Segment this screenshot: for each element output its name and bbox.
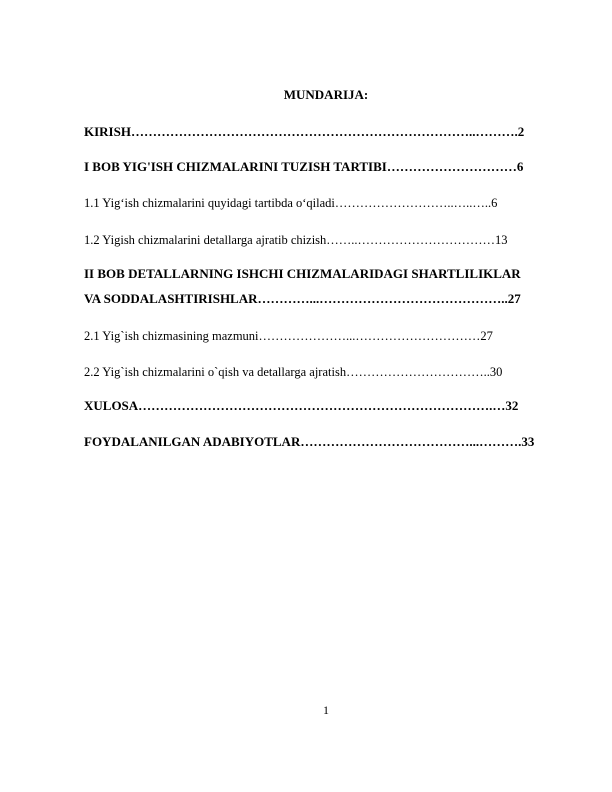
toc-entry-section-1-2: 1.2 Yigish chizmalarini detallarga ajratib chizish……..……………………………13 xyxy=(84,233,508,247)
toc-entry-chapter-1: I BOB YIG'ISH CHIZMALARINI TUZISH TARTIBI…………………………6 xyxy=(84,159,524,174)
toc-entry-xulosa: XULOSA……………………………………………………………………….…32 xyxy=(84,398,519,413)
toc-entry-bibliography: FOYDALANILGAN ADABIYOTLAR…………………………………...……….33 xyxy=(84,434,535,449)
toc-entry-section-2-1: 2.1 Yig`ish chizmasining mazmuni…………………...…………………………27 xyxy=(84,329,493,343)
toc-entry-chapter-2-line-2: VA SODDALASHTIRISHLAR…………...……………………………………..27 xyxy=(84,291,521,306)
toc-entry-section-1-1: 1.1 Yig‘ish chizmalarini quyidagi tartibda o‘qiladi………………………..…..…..6 xyxy=(84,196,498,210)
toc-entry-kirish: KIRISH……………………………………………………………………..……….2 xyxy=(84,124,525,139)
toc-entry-section-2-2: 2.2 Yig`ish chizmalarini o`qish va detallarga ajratish……………………………..30 xyxy=(84,365,503,379)
page-number: 1 xyxy=(323,703,329,717)
toc-entry-chapter-2-line-1: II BOB DETALLARNING ISHCHI CHIZMALARIDAGI SHARTLILIKLAR xyxy=(84,266,521,281)
page-title: MUNDARIJA: xyxy=(283,87,369,102)
